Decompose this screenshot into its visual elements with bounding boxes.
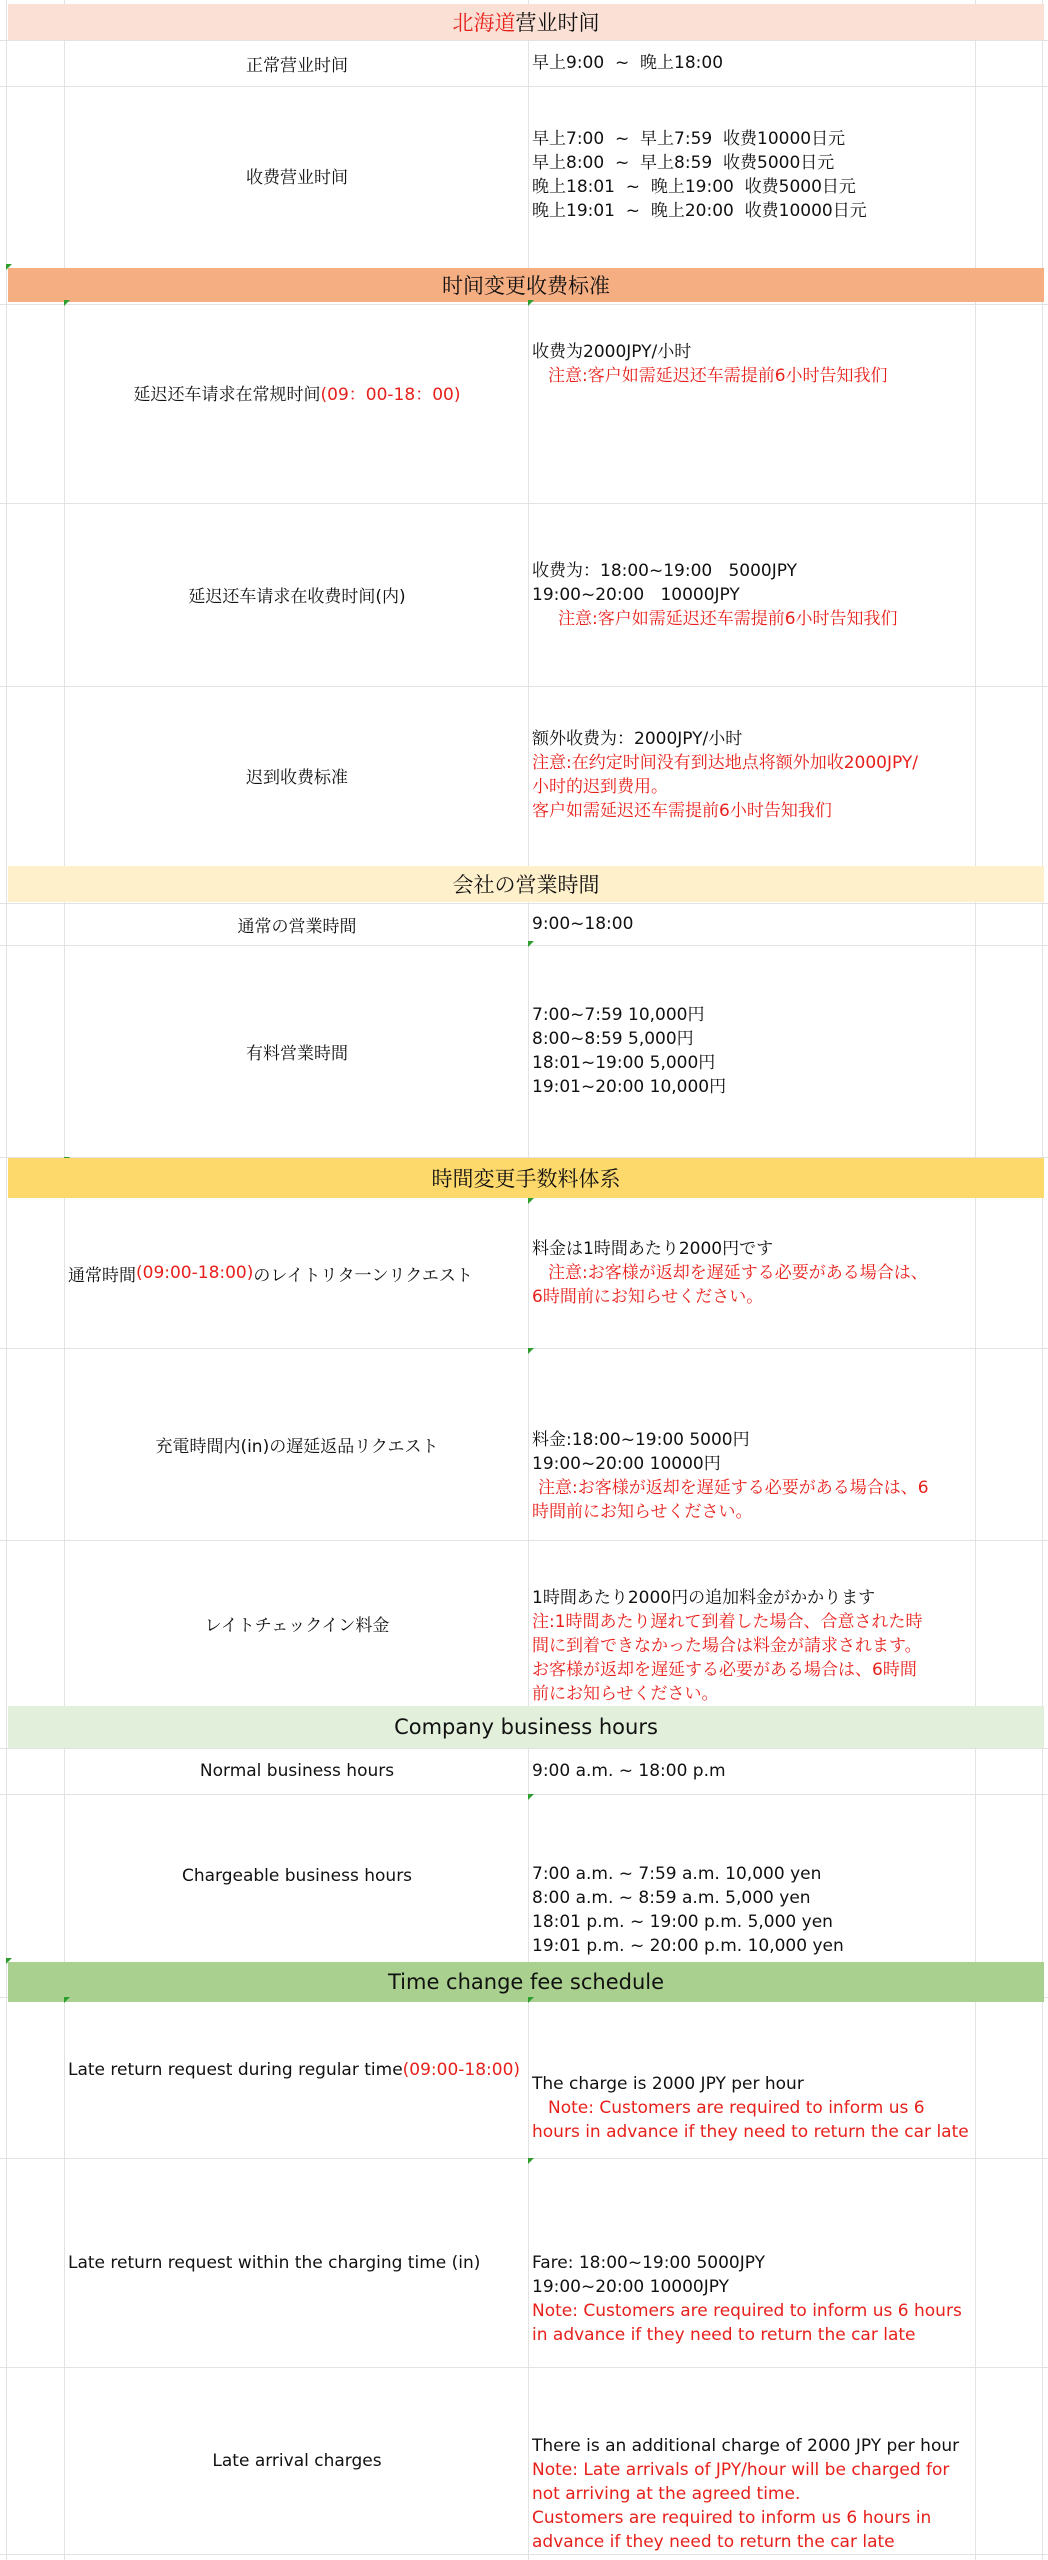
row-value <box>532 2002 980 2158</box>
grid-line <box>1042 0 1043 2560</box>
note-line: hours in advance if they need to return the car late <box>532 2122 969 2142</box>
row-label: レイトチェックイン料金 <box>204 1615 390 1636</box>
title-text: 時間変更手数料体系 <box>431 1167 621 1191</box>
label-time-range: (09:00-18:00) <box>136 1263 254 1283</box>
section-header-cn-fees <box>8 268 1044 302</box>
note-line: in advance if they need to return the car late <box>532 2325 916 2345</box>
row-label: Chargeable business hours <box>181 1866 413 1886</box>
section-header-cn-hours <box>8 4 1044 40</box>
row-label: Late return request within the charging time (in) <box>68 2252 481 2273</box>
section-header-en-hours <box>8 1706 1044 1748</box>
label-text-after: のレイトリタ一ンリクエスト <box>253 1265 473 1286</box>
note-line: 時間前にお知らせください。 <box>532 1502 753 1522</box>
label-time-range: (09：00-18：00) <box>320 384 461 405</box>
row-value <box>532 1794 980 1958</box>
comment-marker-icon <box>6 264 12 270</box>
grid-line <box>6 0 7 2560</box>
row-value <box>532 2367 980 2554</box>
grid-line <box>0 2554 1048 2555</box>
value-line: 1時間あたり2000円の追加料金がかかります <box>532 1588 876 1608</box>
value-line: 早上7:00 ~ 早上7:59 收费10000日元 <box>532 129 846 149</box>
value-line: 19:01~20:00 10,000円 <box>532 1077 727 1097</box>
label-text: Late return request during regular time <box>68 2059 403 2080</box>
title-text: 会社の営業時間 <box>452 873 600 897</box>
row-label <box>66 304 528 480</box>
note-line: Note: Late arrivals of JPY/hour will be charged for <box>532 2460 950 2480</box>
value-line: 额外收费为：2000JPY/小时 <box>532 729 743 749</box>
row-label <box>68 2002 528 2137</box>
label-text: 通常時間 <box>68 1265 136 1286</box>
value-line: 料金:18:00~19:00 5000円 <box>532 1430 750 1450</box>
row-value <box>532 2158 980 2367</box>
grid-line <box>528 0 529 2560</box>
note-line: not arriving at the agreed time. <box>532 2484 801 2504</box>
row-label: 延迟还车请求在收费时间(内) <box>188 587 406 607</box>
row-value <box>532 503 980 686</box>
value-line: 7:00 a.m. ~ 7:59 a.m. 10,000 yen <box>532 1864 822 1884</box>
title-text: 时间变更收费标准 <box>442 274 610 298</box>
title-text: Time change fee schedule <box>387 1970 665 1994</box>
note-line: 注意:お客様が返却を遅延する必要がある場合は、 <box>548 1263 928 1283</box>
value-line: Fare: 18:00~19:00 5000JPY <box>532 2253 766 2273</box>
title-text: Company business hours <box>394 1715 658 1739</box>
title-region: 北海道 <box>452 11 516 35</box>
row-label: 通常の営業時間 <box>237 916 357 937</box>
value-line: 19:00~20:00 10000JPY <box>532 584 740 605</box>
value-line: 19:00~20:00 10000円 <box>532 1454 721 1474</box>
row-value <box>532 1540 980 1706</box>
row-value <box>532 945 980 1157</box>
value-line: 9:00~18:00 <box>532 914 634 934</box>
note-line: 注意:客户如需延迟还车需提前6小时告知我们 <box>558 608 898 629</box>
value-line: The charge is 2000 JPY per hour <box>532 2074 804 2094</box>
row-label: 迟到收费标准 <box>246 767 348 788</box>
label-time-range: (09:00-18:00) <box>402 2059 521 2080</box>
note-line: 小时的迟到费用。 <box>532 777 668 797</box>
value-line: 收费为：18:00~19:00 5000JPY <box>532 560 797 581</box>
grid-line <box>64 0 65 2560</box>
label-text: 延迟还车请求在常规时间 <box>133 384 321 405</box>
note-line: お客様が返却を遅延する必要がある場合は、6時間 <box>532 1660 917 1680</box>
row-label: 充電時間内(in)の遅延返品リクエスト <box>155 1436 439 1457</box>
row-label <box>68 1198 528 1348</box>
row-label: 收费营业时间 <box>246 167 348 188</box>
value-line: 晚上18:01 ~ 晚上19:00 收费5000日元 <box>532 177 856 197</box>
section-header-jp-hours <box>8 866 1044 902</box>
note-line: 注意:客户如需延迟还车需提前6小时告知我们 <box>548 366 888 386</box>
row-value <box>532 1198 980 1348</box>
note-line: 6時間前にお知らせください。 <box>532 1287 764 1307</box>
note-line: 注:1時間あたり遅れて到着した場合、合意された時 <box>532 1612 923 1632</box>
row-value <box>532 686 980 864</box>
value-line: 9:00 a.m. ~ 18:00 p.m <box>532 1761 726 1781</box>
value-line: 料金は1時間あたり2000円です <box>532 1239 774 1259</box>
value-line: 早上9:00 ~ 晚上18:00 <box>532 53 724 73</box>
value-line: 8:00 a.m. ~ 8:59 a.m. 5,000 yen <box>532 1888 811 1908</box>
value-line: 晚上19:01 ~ 晚上20:00 收费10000日元 <box>532 201 867 221</box>
value-line: 7:00~7:59 10,000円 <box>532 1005 705 1025</box>
row-label: 正常营业时间 <box>246 55 348 76</box>
value-line: 收费为2000JPY/小时 <box>532 342 692 362</box>
note-line: 注意:在约定时间没有到达地点将额外加收2000JPY/ <box>532 753 918 773</box>
row-value <box>532 1748 980 1794</box>
row-label: 有料営業時間 <box>246 1043 348 1064</box>
note-line: Customers are required to inform us 6 hours in <box>532 2508 932 2528</box>
value-line: 19:00~20:00 10000JPY <box>532 2277 729 2297</box>
value-line: 18:01 p.m. ~ 19:00 p.m. 5,000 yen <box>532 1912 833 1932</box>
note-line: 前にお知らせください。 <box>532 1684 719 1704</box>
row-value <box>532 40 980 86</box>
note-line: 間に到着できなかった場合は料金が請求されます。 <box>532 1636 922 1656</box>
row-label: Normal business hours <box>199 1761 395 1781</box>
row-label: Late arrival charges <box>212 2450 382 2471</box>
section-header-jp-fees <box>8 1158 1044 1198</box>
title-text: 营业时间 <box>515 11 600 35</box>
value-line: 18:01~19:00 5,000円 <box>532 1053 716 1073</box>
value-line: 8:00~8:59 5,000円 <box>532 1029 694 1049</box>
row-value <box>532 903 980 945</box>
note-line: Note: Customers are required to inform us 6 hours <box>532 2301 962 2321</box>
row-value <box>532 304 980 424</box>
section-header-en-fees <box>8 1962 1044 2002</box>
value-line: There is an additional charge of 2000 JPY per hour <box>532 2436 960 2456</box>
note-line: Note: Customers are required to inform us 6 <box>548 2098 925 2118</box>
row-value <box>532 86 980 264</box>
row-value <box>532 1348 980 1540</box>
note-line: 客户如需延迟还车需提前6小时告知我们 <box>532 801 832 821</box>
value-line: 19:01 p.m. ~ 20:00 p.m. 10,000 yen <box>532 1936 844 1956</box>
value-line: 早上8:00 ~ 早上8:59 收费5000日元 <box>532 153 835 173</box>
note-line: advance if they need to return the car late <box>532 2532 895 2552</box>
note-line: 注意:お客様が返却を遅延する必要がある場合は、6 <box>538 1478 929 1498</box>
